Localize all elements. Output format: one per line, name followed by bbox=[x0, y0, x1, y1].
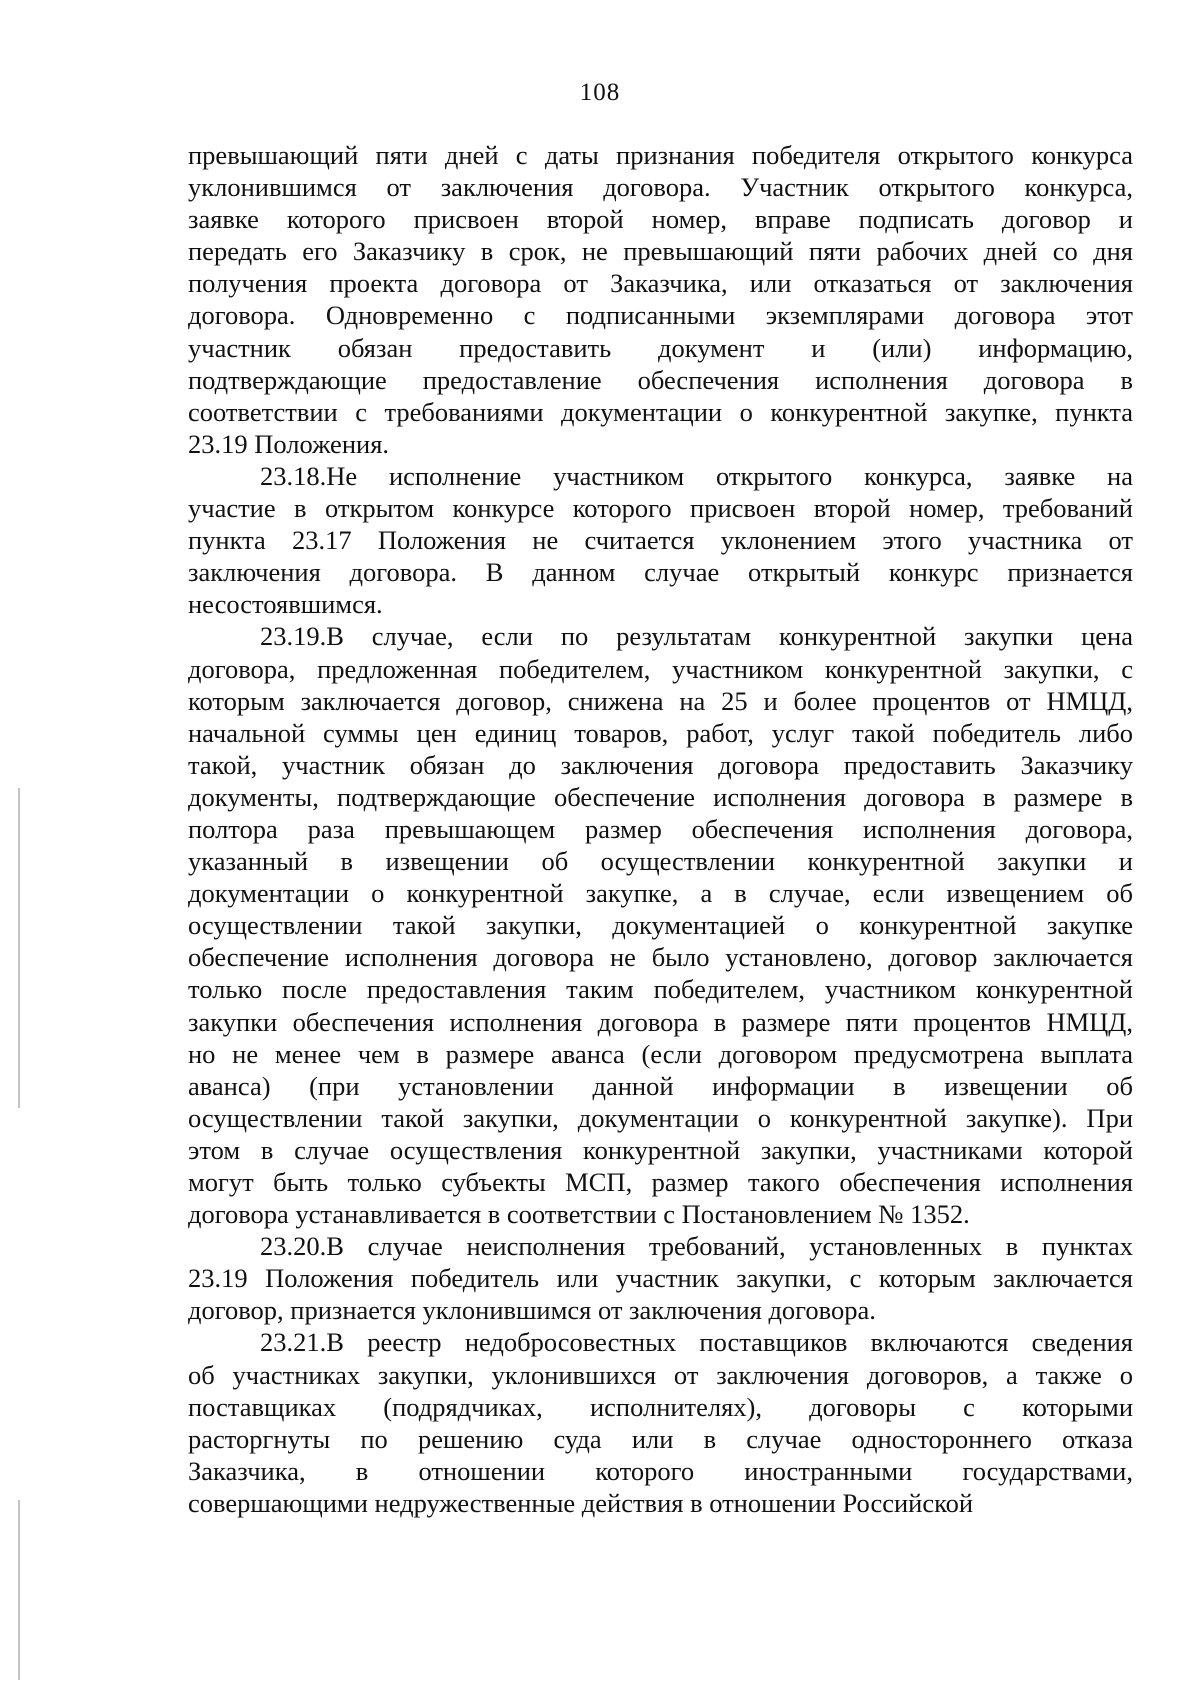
text-line: осуществлении такой закупки, документации о конкурентной закупке). При bbox=[188, 1102, 1133, 1133]
text-line: но не менее чем в размере аванса (если договором предусмотрена выплата bbox=[188, 1038, 1133, 1069]
text-line: которым заключается договор, снижена на 25 и более процентов от НМЦД, bbox=[188, 685, 1133, 716]
text-line: договора устанавливается в соответствии с Постановлением № 1352. bbox=[188, 1199, 970, 1230]
document-body bbox=[188, 139, 1133, 1519]
text-line: этом в случае осуществления конкурентной закупки, участниками которой bbox=[188, 1134, 1133, 1165]
text-line: поставщиках (подрядчиках, исполнителях), договоры с которыми bbox=[188, 1391, 1133, 1422]
text-line: договор, признается уклонившимся от заключения договора. bbox=[188, 1295, 876, 1326]
scan-edge-mark bbox=[18, 1500, 20, 1680]
text-line: обеспечение исполнения договора не было установлено, договор заключается bbox=[188, 942, 1133, 973]
text-line: несостоявшимся. bbox=[188, 589, 383, 620]
paragraph-first-line: 23.20.В случае неисполнения требований, установленных в пунктах bbox=[260, 1231, 1133, 1262]
text-line: заявке которого присвоен второй номер, вправе подписать договор и bbox=[188, 204, 1133, 235]
text-line: Заказчика, в отношении которого иностранными государствами, bbox=[188, 1455, 1133, 1486]
text-line: соответствии с требованиями документации о конкурентной закупке, пункта bbox=[188, 396, 1133, 427]
text-line: осуществлении такой закупки, документацией о конкурентной закупке bbox=[188, 910, 1133, 941]
text-line: закупки обеспечения исполнения договора в размере пяти процентов НМЦД, bbox=[188, 1006, 1133, 1037]
paragraph-first-line: 23.21.В реестр недобросовестных поставщиков включаются сведения bbox=[260, 1327, 1133, 1358]
text-line: заключения договора. В данном случае открытый конкурс признается bbox=[188, 557, 1133, 588]
text-line: начальной суммы цен единиц товаров, работ, услуг такой победитель либо bbox=[188, 717, 1133, 748]
text-line: расторгнуты по решению суда или в случае одностороннего отказа bbox=[188, 1423, 1133, 1454]
text-line: передать его Заказчику в срок, не превышающий пяти рабочих дней со дня bbox=[188, 236, 1133, 267]
page-number: 108 bbox=[579, 79, 621, 106]
text-line: полтора раза превышающем размер обеспечения исполнения договора, bbox=[188, 813, 1133, 844]
text-line: 23.19 Положения. bbox=[188, 428, 390, 459]
text-line: документы, подтверждающие обеспечение исполнения договора в размере в bbox=[188, 781, 1133, 812]
paragraph-first-line: 23.19.В случае, если по результатам конкурентной закупки цена bbox=[260, 621, 1133, 652]
text-line: уклонившимся от заключения договора. Участник открытого конкурса, bbox=[188, 172, 1133, 203]
text-line: пункта 23.17 Положения не считается уклонением этого участника от bbox=[188, 525, 1133, 556]
text-line: превышающий пяти дней с даты признания победителя открытого конкурса bbox=[188, 140, 1133, 170]
text-line: подтверждающие предоставление обеспечения исполнения договора в bbox=[188, 364, 1133, 395]
text-line: об участниках закупки, уклонившихся от заключения договоров, а также о bbox=[188, 1359, 1133, 1390]
text-line: могут быть только субъекты МСП, размер такого обеспечения исполнения bbox=[188, 1167, 1133, 1197]
text-line: участник обязан предоставить документ и (или) информацию, bbox=[188, 332, 1133, 363]
scan-edge-mark bbox=[18, 788, 20, 1108]
paragraph-first-line: 23.18.Не исполнение участником открытого конкурса, заявке на bbox=[260, 460, 1133, 491]
text-line: аванса) (при установлении данной информации в извещении об bbox=[188, 1070, 1133, 1101]
text-line: совершающими недружественные действия в отношении Российской bbox=[188, 1487, 974, 1518]
text-line: участие в открытом конкурсе которого присвоен второй номер, требований bbox=[188, 493, 1133, 524]
text-line: договора, предложенная победителем, участником конкурентной закупки, с bbox=[188, 653, 1133, 684]
text-line: 23.19 Положения победитель или участник закупки, с которым заключается bbox=[188, 1263, 1133, 1294]
text-line: документации о конкурентной закупке, а в случае, если извещением об bbox=[188, 878, 1133, 909]
text-line: указанный в извещении об осуществлении конкурентной закупки и bbox=[188, 846, 1133, 877]
text-line: только после предоставления таким победителем, участником конкурентной bbox=[188, 974, 1133, 1005]
text-line: договора. Одновременно с подписанными экземплярами договора этот bbox=[188, 300, 1133, 331]
text-line: такой, участник обязан до заключения договора предоставить Заказчику bbox=[188, 749, 1133, 780]
text-line: получения проекта договора от Заказчика, или отказаться от заключения bbox=[188, 268, 1133, 299]
